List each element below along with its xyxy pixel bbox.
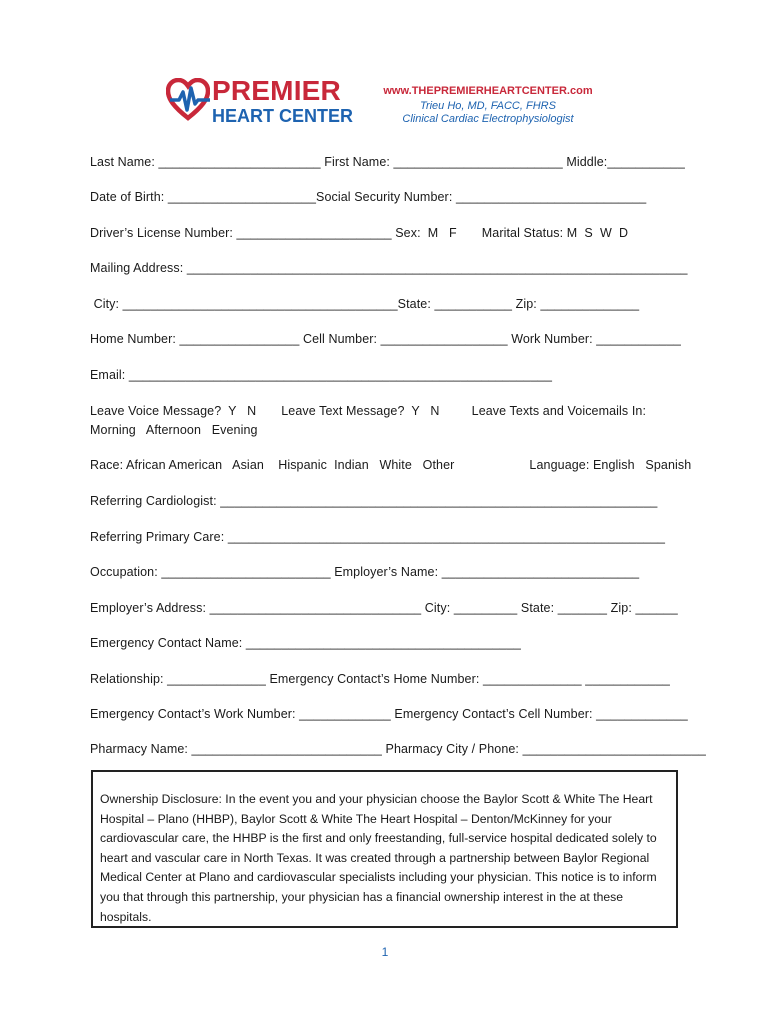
doctor-title: Clinical Cardiac Electrophysiologist <box>402 113 574 125</box>
name-fields-row[interactable]: Last Name: _______________________ First Name: ________________________ Middle:___________ <box>90 155 685 169</box>
referring-primary-care-row[interactable]: Referring Primary Care: ______________________________________________________________ <box>90 530 666 544</box>
logo-line1: PREMIER <box>212 75 341 106</box>
doctor-name: Trieu Ho, MD, FACC, FHRS <box>420 100 556 112</box>
employer-address-row[interactable]: Employer’s Address: ______________________________ City: _________ State: _______ Zip: ______ <box>90 601 678 615</box>
message-preferences-row[interactable]: Leave Voice Message? Y N Leave Text Message? Y N Leave Texts and Voicemails In: <box>90 404 647 418</box>
ownership-disclosure-text: Ownership Disclosure: In the event you and your physician choose the Baylor Scott & White The Heart Hospital – Plano (HHBP), Baylor Scott & White The Heart Hospital – Denton/McKinney for your cardiovascular care, the HHBP is the first and only freestanding, full-service hospital dedicated solely to heart and vascular care in North Texas. It was created through a partnership between Baylor Regional Medical Center at Plano and cardiovascular specialists including your physician. This notice is to inform you that through this partnership, your physician has a financial ownership interest in the at these hospitals. <box>100 792 657 924</box>
heart-pulse-icon <box>166 78 210 122</box>
occupation-employer-row[interactable]: Occupation: ________________________ Employer’s Name: ____________________________ <box>90 565 640 579</box>
phone-numbers-row[interactable]: Home Number: _________________ Cell Number: __________________ Work Number: ____________ <box>90 332 681 346</box>
pharmacy-row[interactable]: Pharmacy Name: ___________________________ Pharmacy City / Phone: __________________________ <box>90 742 706 756</box>
dob-ssn-row[interactable]: Date of Birth: _____________________Social Security Number: ___________________________ <box>90 190 647 204</box>
email-row[interactable]: Email: ____________________________________________________________ <box>90 368 553 382</box>
logo-line2: HEART CENTER <box>212 106 354 126</box>
relationship-home-number-row[interactable]: Relationship: ______________ Emergency Contact’s Home Number: ______________ ____________ <box>90 672 670 686</box>
mailing-address-row[interactable]: Mailing Address: _______________________________________________________________________ <box>90 261 688 275</box>
message-time-options[interactable]: Morning Afternoon Evening <box>90 423 258 437</box>
page-number: 1 <box>381 945 389 959</box>
ownership-disclosure-box <box>91 770 678 928</box>
premier-heart-center-logo <box>166 75 354 132</box>
referring-cardiologist-row[interactable]: Referring Cardiologist: ______________________________________________________________ <box>90 494 658 508</box>
license-sex-marital-row[interactable]: Driver’s License Number: ______________________ Sex: M F Marital Status: M S W D <box>90 226 629 240</box>
emergency-contact-name-row[interactable]: Emergency Contact Name: _______________________________________ <box>90 636 521 650</box>
city-state-zip-row[interactable]: City: _______________________________________State: ___________ Zip: ______________ <box>90 297 640 311</box>
practice-info <box>378 85 598 125</box>
race-language-row[interactable]: Race: African American Asian Hispanic Indian White Other Language: English Spanish <box>90 458 692 472</box>
emergency-work-cell-row[interactable]: Emergency Contact’s Work Number: _____________ Emergency Contact’s Cell Number: _____________ <box>90 707 688 721</box>
website-link[interactable]: www.THEPREMIERHEARTCENTER.com <box>383 85 593 97</box>
